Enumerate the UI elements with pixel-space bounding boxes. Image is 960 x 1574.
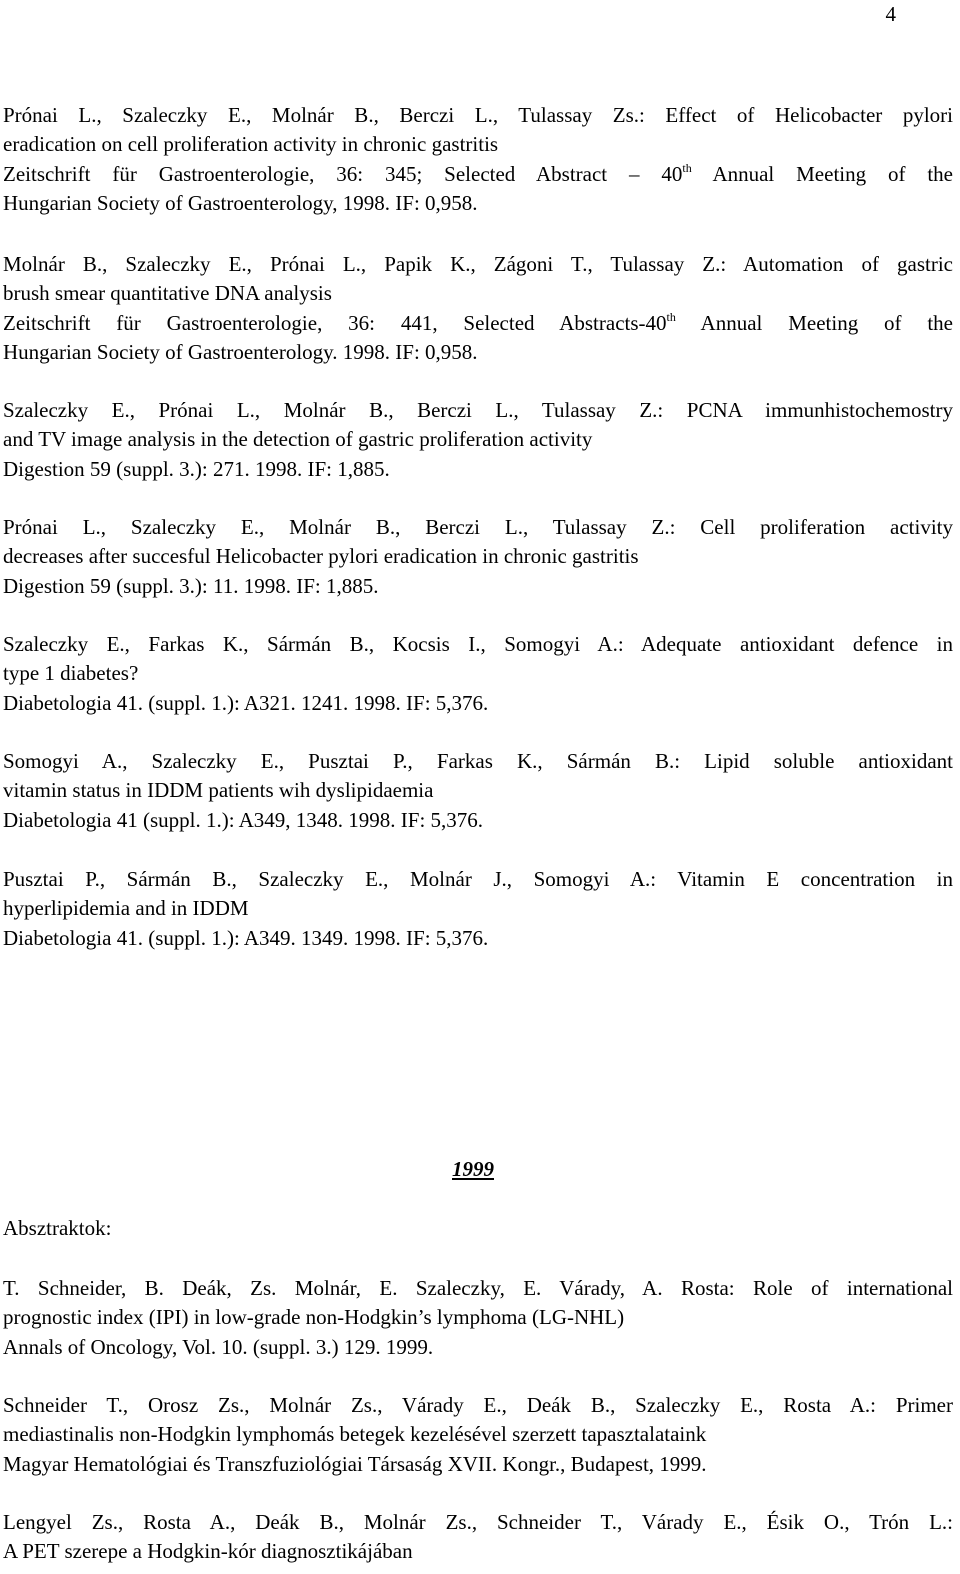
- entry-authors-title: Schneider T., Orosz Zs., Molnár Zs., Várady E., Deák B., Szaleczky E., Rosta A.: Primer: [3, 1393, 953, 1417]
- entry-journal: Zeitschrift für Gastroenterologie, 36: 441, Selected Abstracts-40th Annual Meeting of the: [3, 309, 954, 335]
- entry-authors-title: Molnár B., Szaleczky E., Prónai L., Papik K., Zágoni T., Tulassay Z.: Automation of gastric: [3, 252, 953, 276]
- entry-authors-title: Lengyel Zs., Rosta A., Deák B., Molnár Zs., Schneider T., Várady E., Ésik O., Trón L.:: [3, 1510, 953, 1534]
- entry-journal: Digestion 59 (suppl. 3.): 11. 1998. IF: 1,885.: [3, 573, 379, 598]
- entry-title: prognostic index (IPI) in low-grade non-Hodgkin’s lymphoma (LG-NHL): [3, 1305, 625, 1330]
- section-label: Absztraktok:: [3, 1216, 112, 1240]
- entry-authors-title: Prónai L., Szaleczky E., Molnár B., Berczi L., Tulassay Z.: Cell proliferation activity: [3, 515, 953, 539]
- entry-journal-cont: Hungarian Society of Gastroenterology, 1998. IF: 0,958.: [3, 190, 478, 215]
- entry-title: A PET szerepe a Hodgkin-kór diagnosztikájában: [3, 1539, 413, 1564]
- entry-title: vitamin status in IDDM patients wih dyslipidaemia: [3, 778, 434, 803]
- reference-entry: [3, 1508, 953, 1567]
- entry-title: mediastinalis non-Hodgkin lymphomás betegek kezelésével szerzett tapasztalataink: [3, 1422, 707, 1447]
- entry-journal-cont: Hungarian Society of Gastroenterology. 1998. IF: 0,958.: [3, 339, 478, 364]
- entry-authors-title: Szaleczky E., Farkas K., Sármán B., Kocsis I., Somogyi A.: Adequate antioxidant defence in: [3, 632, 953, 656]
- entry-authors-title: Prónai L., Szaleczky E., Molnár B., Berczi L., Tulassay Zs.: Effect of Helicobacter pylori: [3, 103, 953, 127]
- entry-journal: Zeitschrift für Gastroenterologie, 36: 345; Selected Abstract – 40th Annual Meeting of the: [3, 160, 954, 186]
- entry-authors-title: Pusztai P., Sármán B., Szaleczky E., Molnár J., Somogyi A.: Vitamin E concentration in: [3, 867, 953, 891]
- reference-entry: [3, 101, 953, 218]
- entry-title: type 1 diabetes?: [3, 661, 139, 686]
- entry-journal: Digestion 59 (suppl. 3.): 271. 1998. IF: 1,885.: [3, 456, 390, 481]
- reference-entry: [3, 747, 953, 835]
- entry-authors-title: Somogyi A., Szaleczky E., Pusztai P., Farkas K., Sármán B.: Lipid soluble antioxidant: [3, 749, 953, 773]
- entry-journal: Diabetologia 41 (suppl. 1.): A349, 1348. 1998. IF: 5,376.: [3, 807, 484, 832]
- entry-journal: Magyar Hematológiai és Transzfuziológiai Társaság XVII. Kongr., Budapest, 1999.: [3, 1451, 707, 1476]
- reference-entry: [3, 1274, 953, 1362]
- entry-journal: Annals of Oncology, Vol. 10. (suppl. 3.) 129. 1999.: [3, 1334, 434, 1359]
- entry-journal: Diabetologia 41. (suppl. 1.): A321. 1241. 1998. IF: 5,376.: [3, 690, 489, 715]
- entry-title: decreases after succesful Helicobacter pylori eradication in chronic gastritis: [3, 544, 639, 569]
- entry-authors-title: Szaleczky E., Prónai L., Molnár B., Berczi L., Tulassay Z.: PCNA immunhistochemostry: [3, 398, 953, 422]
- entry-title: eradication on cell proliferation activity in chronic gastritis: [3, 132, 499, 157]
- reference-entry: [3, 513, 953, 601]
- entry-authors-title: T. Schneider, B. Deák, Zs. Molnár, E. Szaleczky, E. Várady, A. Rosta: Role of international: [3, 1276, 953, 1300]
- reference-entry: [3, 396, 953, 484]
- reference-entry: [3, 250, 953, 367]
- reference-entry: [3, 1391, 953, 1479]
- entry-title: brush smear quantitative DNA analysis: [3, 281, 332, 306]
- reference-entry: [3, 630, 953, 718]
- year-heading: 1999: [452, 1157, 494, 1181]
- reference-entry: [3, 865, 953, 953]
- entry-title: and TV image analysis in the detection of gastric proliferation activity: [3, 427, 593, 452]
- entry-journal: Diabetologia 41. (suppl. 1.): A349. 1349. 1998. IF: 5,376.: [3, 925, 489, 950]
- page-number: 4: [885, 2, 896, 26]
- entry-title: hyperlipidemia and in IDDM: [3, 896, 249, 921]
